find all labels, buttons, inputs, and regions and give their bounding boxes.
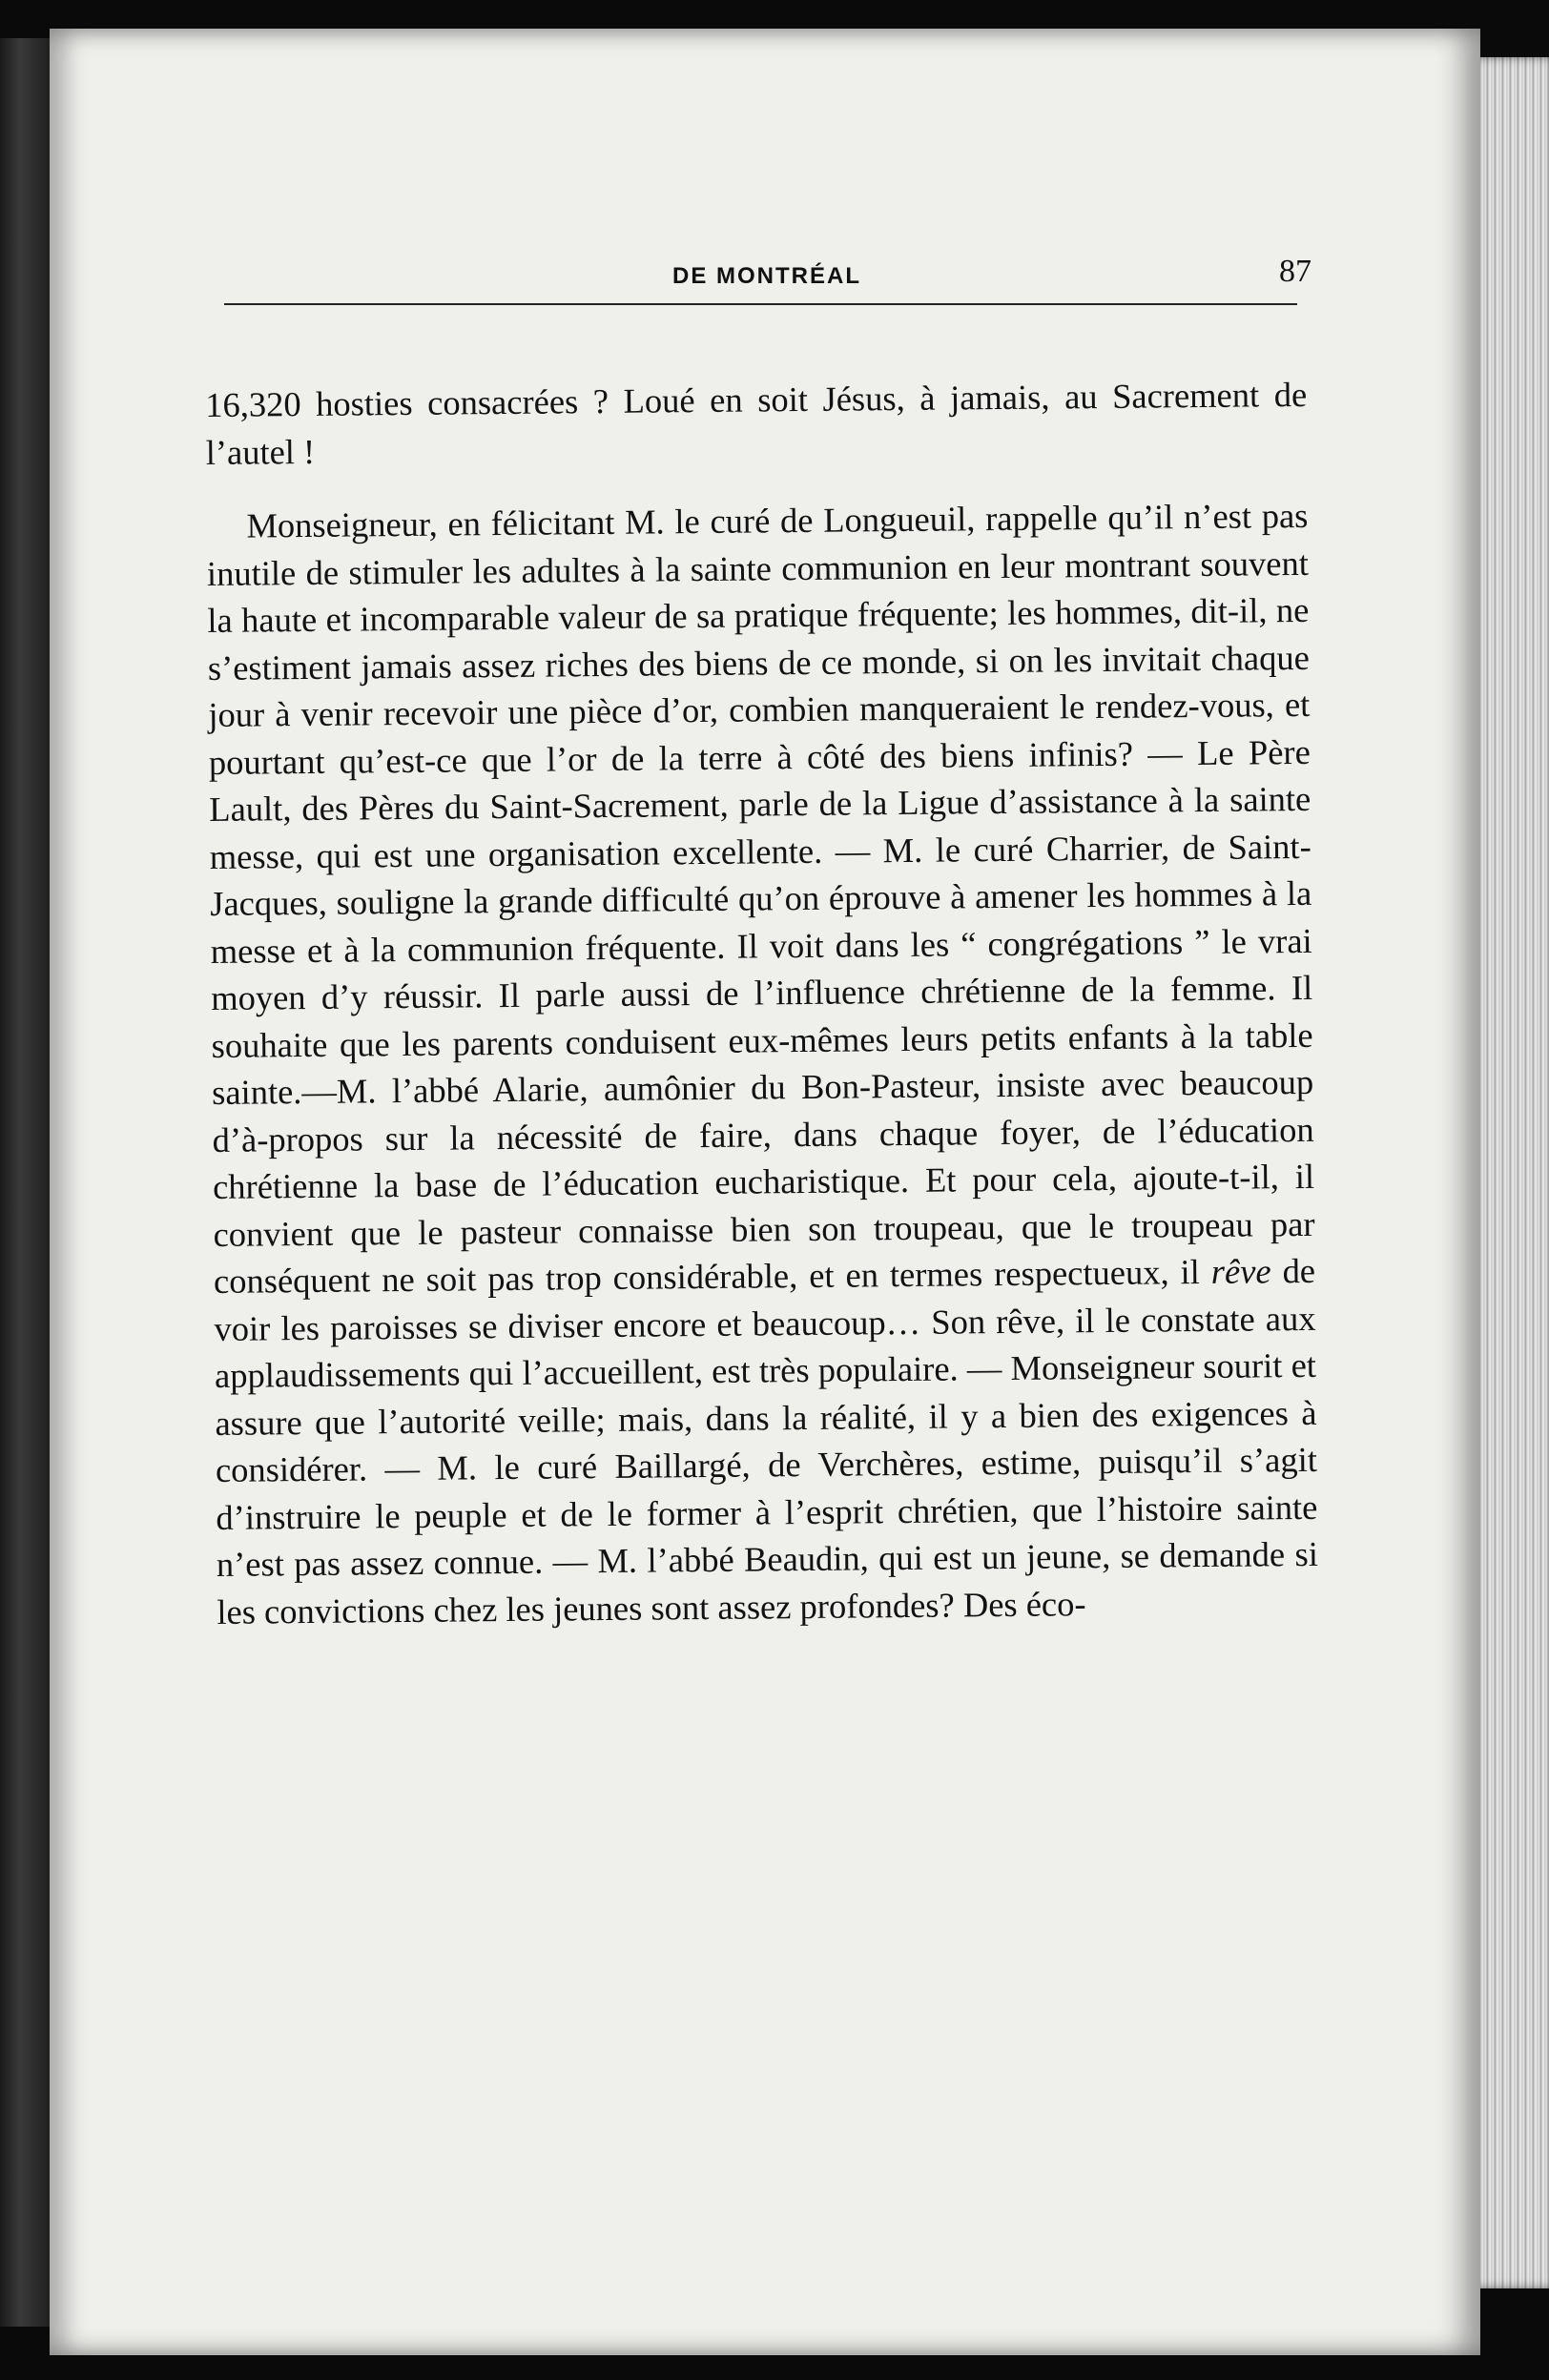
- paragraph-1: 16,320 hosties consacrées ? Loué en soit Jésus, à jamais, au Sacrement de l’autel !: [205, 374, 1308, 472]
- page-header: [205, 250, 1311, 307]
- book-page-edges: [1469, 57, 1549, 2288]
- paragraph-2-italic: rêve: [1210, 1251, 1271, 1291]
- body-text: [205, 371, 1319, 1662]
- page-sheet: [50, 29, 1480, 2355]
- running-head: DE MONTRÉAL: [672, 263, 861, 289]
- paragraph-2: [206, 492, 1318, 1635]
- paragraph-2-part-a: Monseigneur, en félicitant M. le curé de Longueuil, rappelle qu’il n’est pas inutile de stimuler les adultes à la sainte communion en leur montrant souvent la haute et incomparable valeur de sa pratique fréquente; les hommes, dit-il, ne s’estiment jamais assez riches des biens de ce monde, si on les invitait chaque jour à venir recevoir une pièce d’or, combien manqueraient le rendez-vous, et pourtant qu’est-ce que l’or de la terre à côté des biens infinis? — Le Père Lault, des Pères du Saint-Sacrement, parle de la Ligue d’assistance à la sainte messe, qui est une organisation excellente. — M. le curé Charrier, de Saint-Jacques, souligne la grande difficulté qu’on éprouve à amener les hommes à la messe et à la communion fréquente. Il voit dans les “ congrégations ” le vrai moyen d’y réussir. Il parle aussi de l’influence chrétienne de la femme. Il souhaite que les parents conduisent eux-mêmes leurs petits enfants à la table sainte.—M. l’abbé Alarie, aumônier du Bon-Pasteur, insiste avec beaucoup d’à-propos sur la nécessité de faire, dans chaque foyer, de l’éducation chrétienne la base de l’éducation eucharistique. Et pour cela, ajoute-t-il, il convient que le pasteur connaisse bien son troupeau, que le troupeau par conséquent ne soit pas trop considérable, et en termes respectueux, il: [206, 495, 1315, 1301]
- paragraph-2-part-b: de voir les paroisses se diviser encore et beaucoup… Son rêve, il le constate aux applaudissements qui l’accueillent, est très populaire. — Monseigneur sourit et assure que l’autorité veille; mais, dans la réalité, il y a bien des exigences à considérer. — M. le curé Baillargé, de Verchères, estime, puisqu’il s’agit d’instruire le peuple et de le former à l’esprit chrétien, que l’histoire sainte n’est pas assez connue. — M. l’abbé Beaudin, qui est un jeune, se demande si les convictions chez les jeunes sont assez profondes? Des éco-: [214, 1250, 1319, 1631]
- previous-page-edge: [0, 38, 50, 2327]
- header-rule: [224, 303, 1297, 305]
- page-number: 87: [1279, 254, 1311, 289]
